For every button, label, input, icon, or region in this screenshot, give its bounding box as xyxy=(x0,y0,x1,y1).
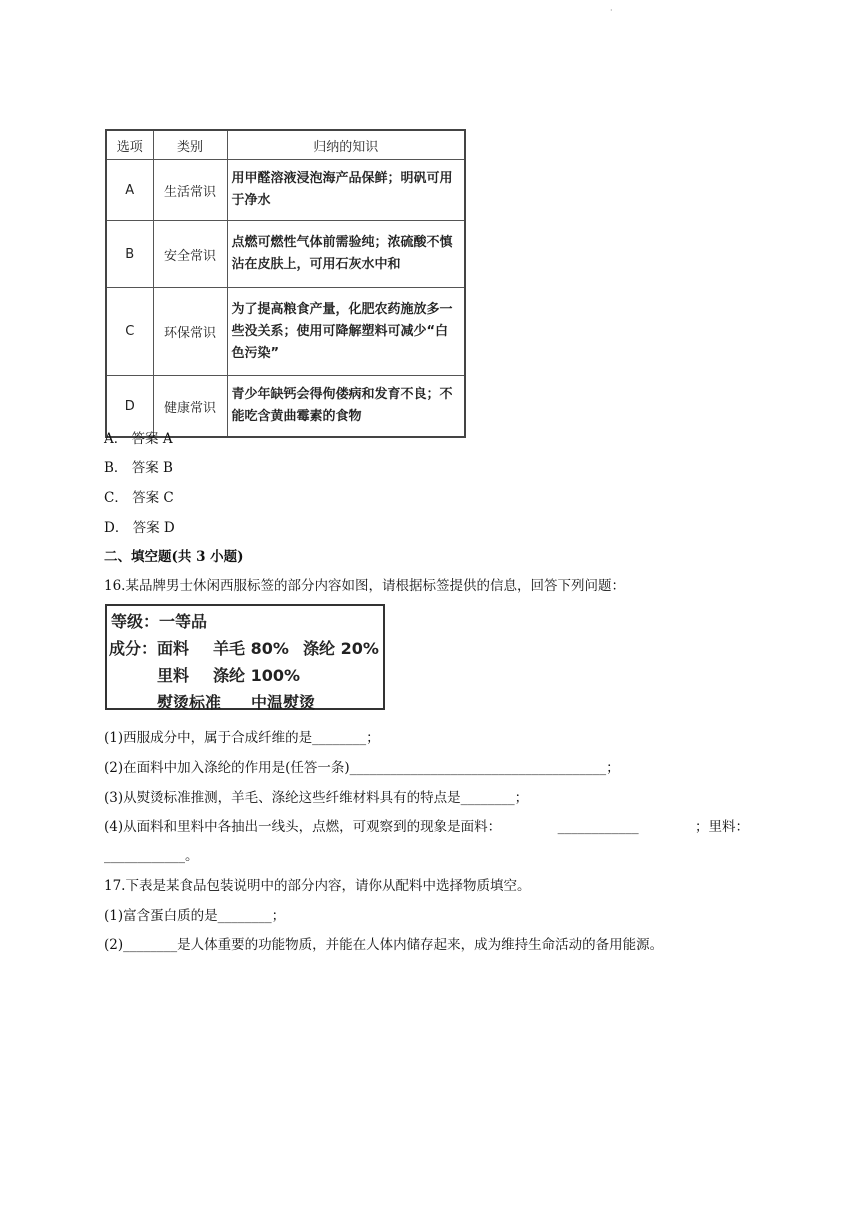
table-header-row xyxy=(106,130,465,160)
clothing-label-image xyxy=(105,604,385,710)
header-category: 类别 xyxy=(153,130,227,160)
tag-fabric-polyester: 涤纶 20% xyxy=(303,639,379,658)
q16-sub4-text: (4)从面料和里料中各抽出一线头，点燃，可观察到的现象是面料： xyxy=(104,819,502,835)
choice-c[interactable]: C． 答案 C xyxy=(104,490,174,506)
q17-stem: 17.下表是某食品包装说明中的部分内容，请你从配料中选择物质填空。 xyxy=(104,878,531,894)
q16-sub3: (3)从熨烫标准推测，羊毛、涤纶这些纤维材料具有的特点是________； xyxy=(104,790,529,806)
tag-grade: 等级：一等品 xyxy=(111,612,208,631)
choice-a[interactable]: A． 答案 A xyxy=(104,431,173,447)
category-cell: 安全常识 xyxy=(153,221,227,288)
q16-sub4-tail: ____________。 xyxy=(104,848,199,864)
category-cell: 健康常识 xyxy=(153,376,227,438)
option-cell: A xyxy=(106,160,153,221)
q17-sub2: (2)________是人体重要的功能物质，并能在人体内储存起来，成为维持生命活动的备用能源。 xyxy=(104,937,664,953)
q16-sub4-lining-label: ；里料： xyxy=(695,819,749,835)
table-row xyxy=(106,221,465,288)
option-cell: C xyxy=(106,288,153,376)
q16-sub4-blank-fabric: ____________ xyxy=(557,819,639,835)
option-cell: D xyxy=(106,376,153,438)
header-mark: · xyxy=(610,6,613,15)
q16-stem: 16.某品牌男士休闲西服标签的部分内容如图，请根据标签提供的信息，回答下列问题： xyxy=(104,578,625,594)
tag-ironing: 中温熨烫 xyxy=(251,693,316,712)
section-title: 二、填空题(共 3 小题) xyxy=(104,549,244,565)
knowledge-cell: 为了提高粮食产量，化肥农药施放多一些没关系；使用可降解塑料可减少“白色污染” xyxy=(227,288,465,376)
tag-lining-label: 里料 xyxy=(157,666,190,685)
knowledge-cell: 青少年缺钙会得佝偻病和发育不良；不能吃含黄曲霉素的食物 xyxy=(227,376,465,438)
q16-sub2: (2)在面料中加入涤纶的作用是(任答一条)______________________________________； xyxy=(104,760,620,776)
category-cell: 生活常识 xyxy=(153,160,227,221)
q16-sub4 xyxy=(104,818,749,836)
knowledge-cell: 点燃可燃性气体前需验纯；浓硫酸不慎沾在皮肤上，可用石灰水中和 xyxy=(227,221,465,288)
category-cell: 环保常识 xyxy=(153,288,227,376)
q16-sub1: (1)西服成分中，属于合成纤维的是________； xyxy=(104,730,380,746)
tag-ironing-label: 熨烫标准 xyxy=(157,693,222,712)
knowledge-table xyxy=(105,129,466,438)
q17-sub1: (1)富含蛋白质的是________； xyxy=(104,908,286,924)
table-row xyxy=(106,288,465,376)
header-knowledge: 归纳的知识 xyxy=(227,130,465,160)
tag-fabric-wool: 羊毛 80% xyxy=(213,639,289,658)
knowledge-cell: 用甲醛溶液浸泡海产品保鲜；明矾可用于净水 xyxy=(227,160,465,221)
choice-d[interactable]: D． 答案 D xyxy=(104,520,175,536)
table-row xyxy=(106,160,465,221)
option-cell: B xyxy=(106,221,153,288)
tag-lining: 涤纶 100% xyxy=(213,666,301,685)
table-row xyxy=(106,376,465,438)
tag-composition-label: 成分：面料 xyxy=(109,639,190,658)
choice-b[interactable]: B． 答案 B xyxy=(104,460,173,476)
header-option: 选项 xyxy=(106,130,153,160)
